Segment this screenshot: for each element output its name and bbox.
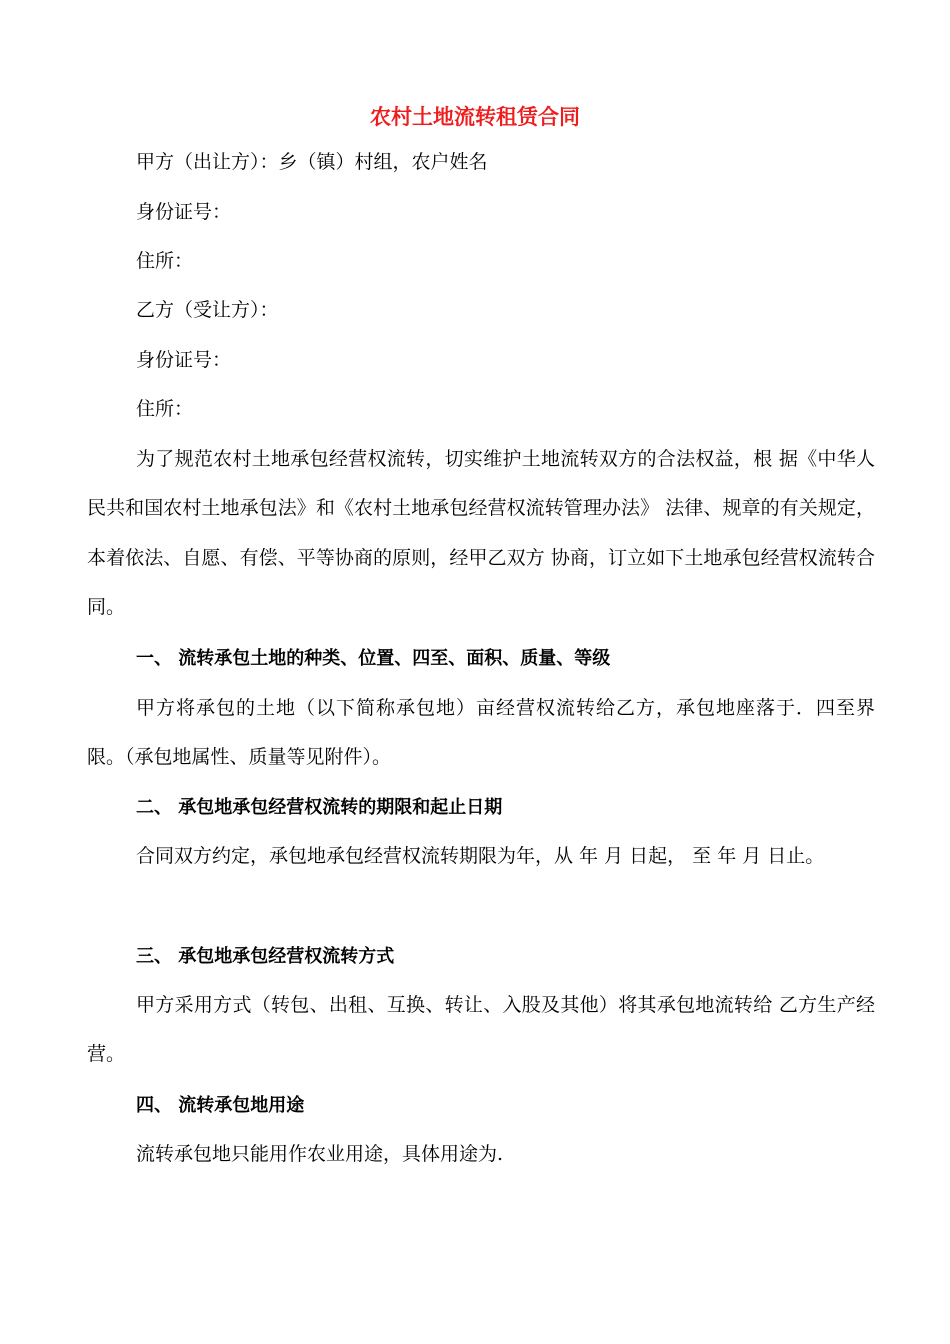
section-1-heading: 一、 流转承包土地的种类、位置、四至、面积、质量、等级 [136, 648, 611, 669]
party-a-address-line: 住所： [136, 250, 194, 272]
preamble-paragraph: 为了规范农村土地承包经营权流转，切实维护土地流转双方的合法权益，根 据《中华人民共和国农村土地承包法》和《农村土地承包经营权流转管理办法》 法律、规章的有关规定，本着依法、自愿、有偿、平等协商的原则，经甲乙双方 协商，订立如下土地承包经营权流转合同。 [87, 448, 875, 618]
section-4-heading: 四、 流转承包地用途 [136, 1095, 305, 1116]
section-3-body: 甲方采用方式（转包、出租、互换、转让、入股及其他）将其承包地流转给 乙方生产经营。 [87, 994, 875, 1066]
document-title: 农村土地流转租赁合同 [370, 105, 580, 129]
party-b-id-line: 身份证号： [136, 349, 232, 371]
party-b-address-line: 住所： [136, 398, 194, 420]
section-1-body: 甲方将承包的土地（以下简称承包地）亩经营权流转给乙方，承包地座落于．四至界限。（承包地属性、质量等见附件）。 [87, 697, 875, 769]
section-2-body: 合同双方约定，承包地承包经营权流转期限为年，从 年 月 日起， 至 年 月 日止。 [136, 845, 825, 867]
section-3-heading: 三、 承包地承包经营权流转方式 [136, 946, 395, 967]
party-a-line: 甲方（出让方）：乡（镇）村组，农户姓名 [136, 151, 488, 173]
party-b-line: 乙方（受让方）： [136, 299, 279, 321]
section-4-body: 流转承包地只能用作农业用途，具体用途为. [136, 1143, 504, 1165]
section-2-heading: 二、 承包地承包经营权流转的期限和起止日期 [136, 797, 503, 818]
party-a-id-line: 身份证号： [136, 201, 232, 223]
